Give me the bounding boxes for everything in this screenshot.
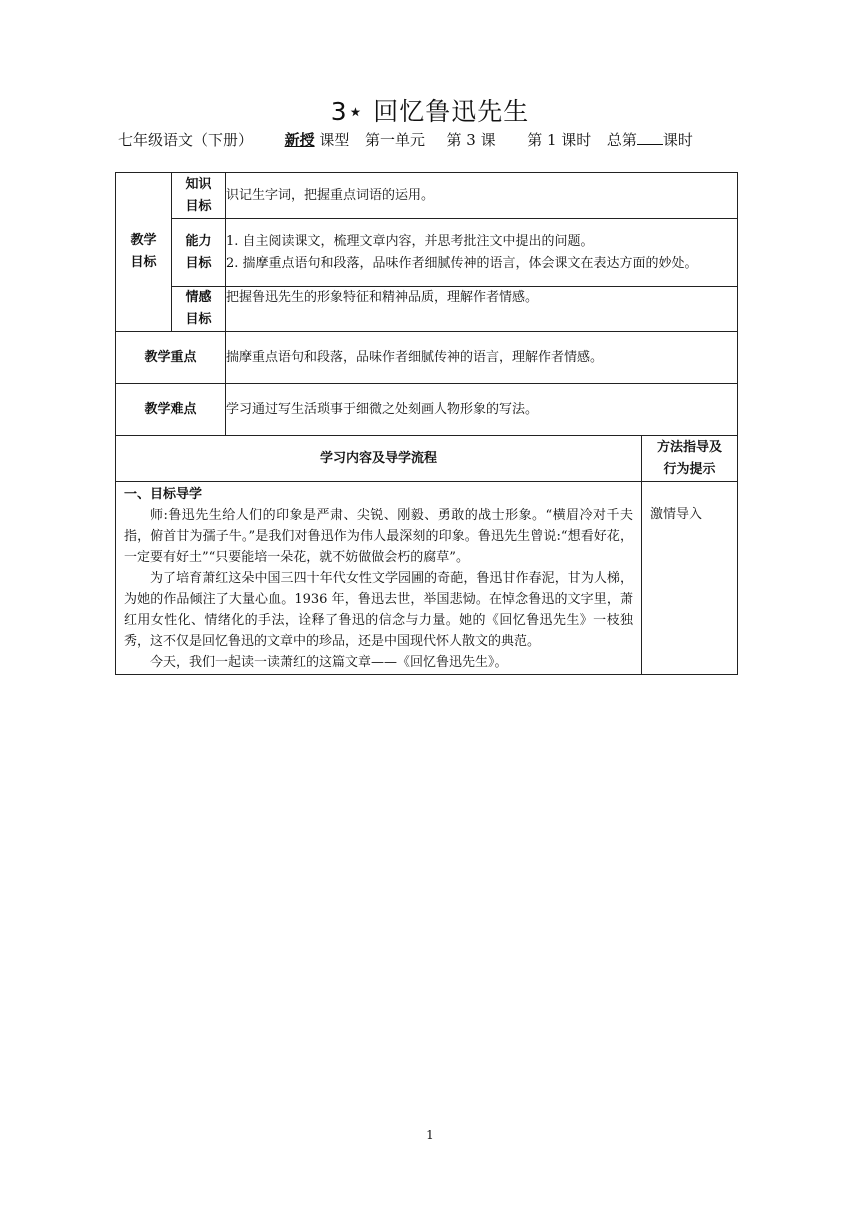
section1-content (116, 482, 642, 675)
lesson-info (118, 129, 738, 150)
grade-text: 七年级语文（下册） (118, 131, 254, 149)
flow-header-row (116, 436, 738, 482)
total-prefix: 总第 (606, 131, 637, 149)
section1-method: 激情导入 (642, 482, 738, 675)
page-number: 1 (426, 1128, 434, 1142)
flow-header: 学习内容及导学流程 (116, 436, 642, 482)
method-header-cell (642, 436, 738, 482)
key-point-text: 揣摩重点语句和段落，品味作者细腻传神的语言，理解作者情感。 (226, 332, 738, 384)
emotion-row (116, 287, 738, 332)
period-text: 第 1 课时 (527, 131, 592, 149)
total-suffix: 课时 (662, 131, 693, 149)
emotion-text: 把握鲁迅先生的形象特征和精神品质，理解作者情感。 (226, 287, 738, 332)
section1-paragraph-3: 今天，我们一起读一读萧红的这篇文章——《回忆鲁迅先生》。 (150, 655, 508, 670)
ability-text-cell (226, 219, 738, 287)
ability-item-2: 2. 揣摩重点语句和段落，品味作者细腻传神的语言，体会课文在表达方面的妙处。 (226, 255, 698, 271)
knowledge-text: 识记生字词，把握重点词语的运用。 (226, 173, 738, 219)
knowledge-row (116, 173, 738, 219)
unit-text: 第一单元 (364, 131, 425, 149)
lesson-type-label: 课型 (319, 131, 350, 149)
ability-item-1: 1. 自主阅读课文，梳理文章内容，并思考批注文中提出的问题。 (226, 233, 594, 249)
key-point-label: 教学重点 (116, 332, 226, 384)
ability-row (116, 219, 738, 287)
lesson-plan-table (115, 172, 738, 675)
total-blank (637, 130, 663, 145)
lesson-number: 第 3 课 (446, 131, 496, 149)
difficulty-text: 学习通过写生活琐事于细微之处刻画人物形象的写法。 (226, 384, 738, 436)
objectives-label: 教学目标 (130, 233, 157, 270)
section1-paragraph-2: 为了培育萧红这朵中国三四十年代女性文学园圃的奇葩，鲁迅甘作春泥，甘为人梯，为她的作品倾注了大量心血。1936 年，鲁迅去世，举国悲恸。在悼念鲁迅的文字里，萧红用女性化、情绪化的手法，诠释了鲁迅的信念与力量。她的《回忆鲁迅先生》一枝独秀，这不仅是回忆鲁迅的文章中的珍品，还是中国现代怀人散文的典范。 (124, 571, 633, 649)
objectives-label-cell (116, 173, 172, 332)
section1-row (116, 482, 738, 675)
method-header: 方法指导及行为提示 (657, 439, 723, 477)
emotion-label: 情感目标 (185, 290, 212, 327)
difficulty-label: 教学难点 (116, 384, 226, 436)
page-title: 3⋆ 回忆鲁迅先生 (330, 97, 530, 126)
section1-paragraph-1: 师:鲁迅先生给人们的印象是严肃、尖锐、刚毅、勇敢的战士形象。“横眉冷对千夫指，俯首甘为孺子牛。”是我们对鲁迅作为伟人最深刻的印象。鲁迅先生曾说:“想看好花，一定要有好土”“只要能培一朵花，就不妨做做会朽的腐草”。 (124, 508, 633, 565)
emotion-label-cell (172, 287, 226, 332)
section1-title: 一、目标导学 (124, 487, 203, 502)
ability-label: 能力目标 (185, 233, 212, 271)
ability-label-cell (172, 219, 226, 287)
key-point-row (116, 332, 738, 384)
knowledge-label-cell (172, 173, 226, 219)
lesson-type-value: 新授 (284, 131, 315, 149)
knowledge-label: 知识目标 (185, 176, 212, 214)
difficulty-row (116, 384, 738, 436)
